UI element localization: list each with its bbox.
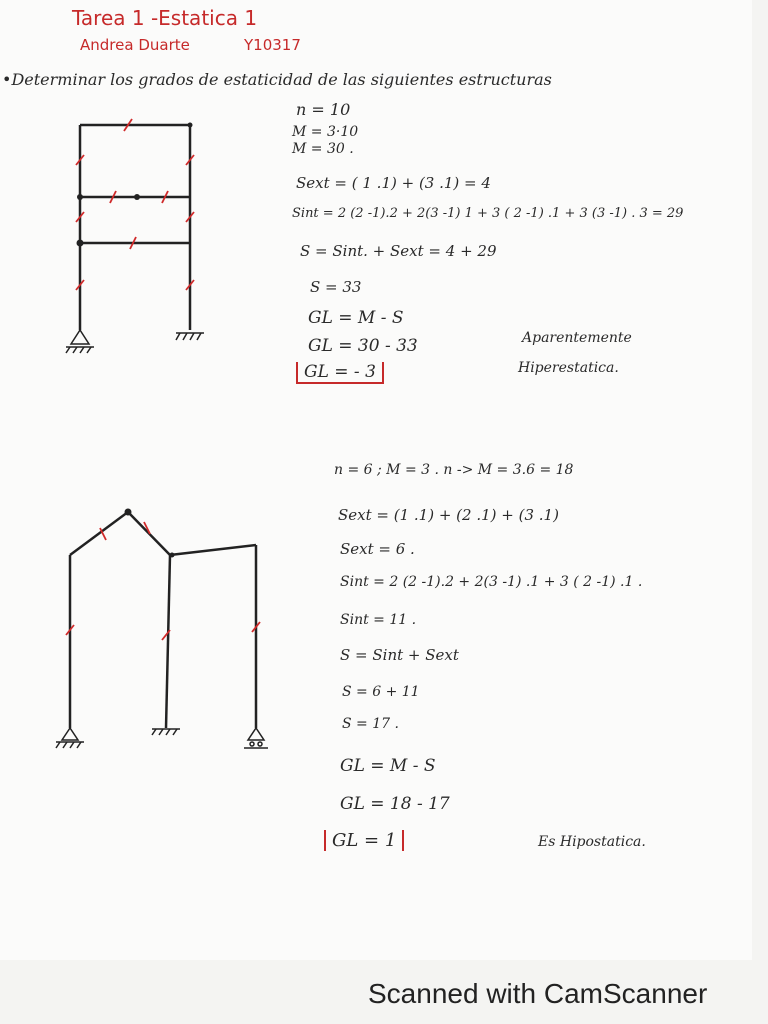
p1-sint: Sint = 2 (2 -1).2 + 2(3 -1) 1 + 3 ( 2 -1) .1 + 3 (3 -1) . 3 = 29: [292, 206, 684, 221]
p2-sint1: Sint = 2 (2 -1).2 + 2(3 -1) .1 + 3 ( 2 -1) .1 .: [340, 574, 643, 590]
p1-n: n = 10: [296, 100, 351, 119]
p2-note: Es Hipostatica.: [538, 834, 646, 850]
frame2-supports: [56, 728, 268, 748]
p1-m1: M = 3·10: [292, 124, 359, 140]
p2-n-m: n = 6 ; M = 3 . n -> M = 3.6 = 18: [334, 462, 574, 478]
frame2-left-rafter: [70, 512, 128, 555]
p2-gl1: GL = M - S: [340, 756, 436, 776]
p1-note-line1: Aparentemente: [522, 330, 632, 346]
frame-2: [70, 512, 256, 728]
problem-statement: •Determinar los grados de estaticidad de las siguientes estructuras: [2, 70, 552, 89]
frame1-hinges: [77, 123, 193, 247]
p2-gl2: GL = 18 - 17: [340, 794, 450, 814]
frame1-right-fixed-support: [176, 333, 204, 340]
student-id: Y10317: [244, 36, 301, 54]
frame1-member-ticks: [76, 119, 194, 290]
p2-sext2: Sext = 6 .: [340, 540, 415, 558]
assignment-title: Tarea 1 -Estatica 1: [72, 6, 258, 30]
p1-gl-formula: GL = M - S: [308, 308, 404, 328]
p1-sext: Sext = ( 1 .1) + (3 .1) = 4: [296, 174, 491, 192]
scanner-watermark: Scanned with CamScanner: [368, 978, 708, 1009]
frame-1: [80, 125, 190, 330]
frame2-roof-beam: [170, 545, 256, 555]
p2-s1: S = Sint + Sext: [340, 646, 459, 664]
p2-gl3: GL = 1: [324, 830, 404, 851]
p2-sext1: Sext = (1 .1) + (2 .1) + (3 .1): [338, 506, 559, 524]
p1-s-formula: S = Sint. + Sext = 4 + 29: [300, 242, 497, 260]
frame2-member-ticks: [66, 522, 260, 640]
frame2-middle-column: [166, 555, 170, 728]
p2-s3: S = 17 .: [342, 716, 399, 732]
p2-s2: S = 6 + 11: [342, 684, 420, 700]
p1-s-value: S = 33: [310, 278, 362, 296]
p1-gl-result: GL = - 3: [296, 362, 384, 384]
p1-m2: M = 30 .: [292, 141, 354, 157]
author-name: Andrea Duarte: [80, 36, 190, 54]
p2-sint2: Sint = 11 .: [340, 612, 417, 628]
p1-note-line2: Hiperestatica.: [518, 360, 619, 376]
p1-gl-calc: GL = 30 - 33: [308, 336, 418, 356]
frame1-left-pin-support: [66, 330, 94, 353]
